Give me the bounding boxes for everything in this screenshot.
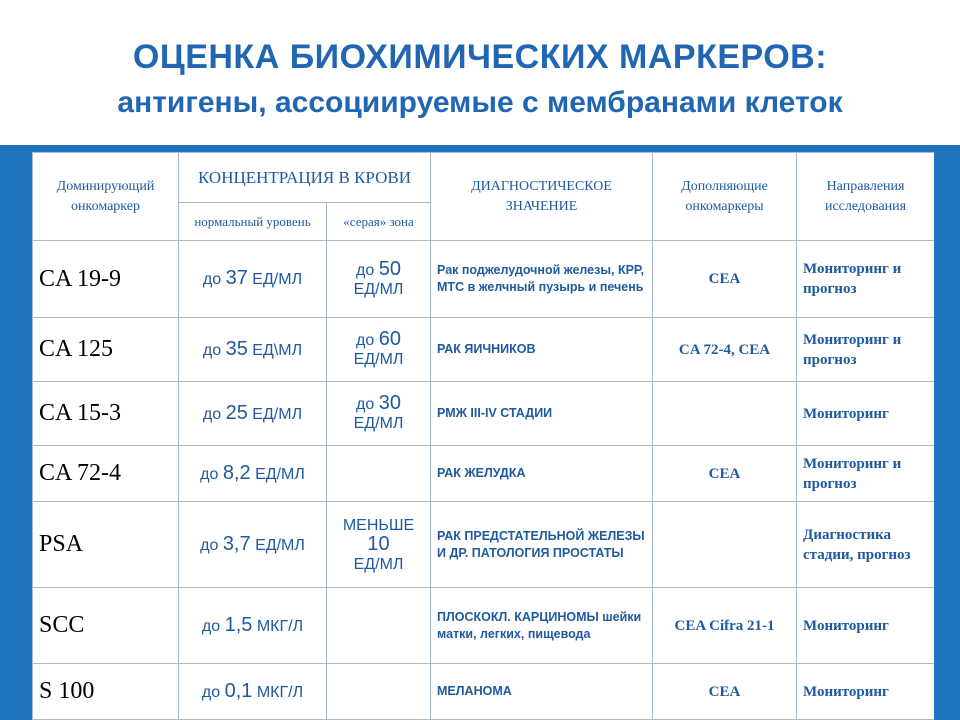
marker-name: CA 15-3 bbox=[33, 382, 179, 446]
normal-level: до 37 ЕД/МЛ bbox=[179, 241, 327, 318]
header-directions: Направления исследования bbox=[797, 153, 934, 241]
additional-markers: CEA bbox=[653, 664, 797, 720]
slide-title bbox=[0, 0, 960, 145]
gray-zone bbox=[327, 664, 431, 720]
normal-level: до 1,5 МКГ/Л bbox=[179, 588, 327, 664]
diagnostic-value: РАК ПРЕДСТАТЕЛЬНОЙ ЖЕЛЕЗЫ И ДР. ПАТОЛОГИЯ ПРОСТАТЫ bbox=[431, 502, 653, 588]
table-row bbox=[33, 382, 935, 446]
marker-name: CA 125 bbox=[33, 318, 179, 382]
table-row bbox=[33, 588, 935, 664]
marker-name: S 100 bbox=[33, 664, 179, 720]
normal-level: до 35 ЕД\МЛ bbox=[179, 318, 327, 382]
gray-zone bbox=[327, 446, 431, 502]
table-row bbox=[33, 664, 935, 720]
header-marker: Доминирующий онкомаркер bbox=[33, 153, 179, 241]
markers-table bbox=[32, 152, 934, 720]
marker-name: CA 72-4 bbox=[33, 446, 179, 502]
research-direction: Мониторинг bbox=[797, 664, 934, 720]
table-row bbox=[33, 502, 935, 588]
diagnostic-value: РАК ЯИЧНИКОВ bbox=[431, 318, 653, 382]
header-diagnostic: ДИАГНОСТИЧЕСКОЕ ЗНАЧЕНИЕ bbox=[431, 153, 653, 241]
additional-markers: CEA Cifra 21-1 bbox=[653, 588, 797, 664]
diagnostic-value: РАК ЖЕЛУДКА bbox=[431, 446, 653, 502]
additional-markers: CEA bbox=[653, 446, 797, 502]
table-row bbox=[33, 446, 935, 502]
title-subtitle: антигены, ассоциируемые с мембранами клеток bbox=[117, 86, 843, 119]
gray-zone bbox=[327, 588, 431, 664]
gray-zone: МЕНЬШЕ 10 ЕД/МЛ bbox=[327, 502, 431, 588]
additional-markers: CA 72-4, CEA bbox=[653, 318, 797, 382]
research-direction: Диагностика стадии, прогноз bbox=[797, 502, 934, 588]
research-direction: Мониторинг bbox=[797, 588, 934, 664]
gray-zone: до 60 ЕД/МЛ bbox=[327, 318, 431, 382]
research-direction: Мониторинг и прогноз bbox=[797, 241, 934, 318]
normal-level: до 25 ЕД/МЛ bbox=[179, 382, 327, 446]
additional-markers bbox=[653, 382, 797, 446]
marker-name: PSA bbox=[33, 502, 179, 588]
research-direction: Мониторинг bbox=[797, 382, 934, 446]
diagnostic-value: РМЖ III-IV СТАДИИ bbox=[431, 382, 653, 446]
marker-name: SCC bbox=[33, 588, 179, 664]
markers-table-container bbox=[32, 152, 934, 720]
marker-name: CA 19-9 bbox=[33, 241, 179, 318]
additional-markers bbox=[653, 502, 797, 588]
research-direction: Мониторинг и прогноз bbox=[797, 318, 934, 382]
diagnostic-value: МЕЛАНОМА bbox=[431, 664, 653, 720]
header-gray: «серая» зона bbox=[327, 203, 431, 241]
table-row bbox=[33, 318, 935, 382]
normal-level: до 0,1 МКГ/Л bbox=[179, 664, 327, 720]
table-row bbox=[33, 241, 935, 318]
diagnostic-value: Рак поджелудочной железы, КРР, МТС в желчный пузырь и печень bbox=[431, 241, 653, 318]
normal-level: до 8,2 ЕД/МЛ bbox=[179, 446, 327, 502]
additional-markers: CEA bbox=[653, 241, 797, 318]
normal-level: до 3,7 ЕД/МЛ bbox=[179, 502, 327, 588]
diagnostic-value: ПЛОСКОКЛ. КАРЦИНОМЫ шейки матки, легких, пищевода bbox=[431, 588, 653, 664]
gray-zone: до 50 ЕД/МЛ bbox=[327, 241, 431, 318]
research-direction: Мониторинг и прогноз bbox=[797, 446, 934, 502]
header-additional: Дополняющие онкомаркеры bbox=[653, 153, 797, 241]
gray-zone: до 30 ЕД/МЛ bbox=[327, 382, 431, 446]
header-concentration: КОНЦЕНТРАЦИЯ В КРОВИ bbox=[179, 153, 431, 203]
title-main: ОЦЕНКА БИОХИМИЧЕСКИХ МАРКЕРОВ: bbox=[132, 38, 828, 76]
header-normal: нормальный уровень bbox=[179, 203, 327, 241]
